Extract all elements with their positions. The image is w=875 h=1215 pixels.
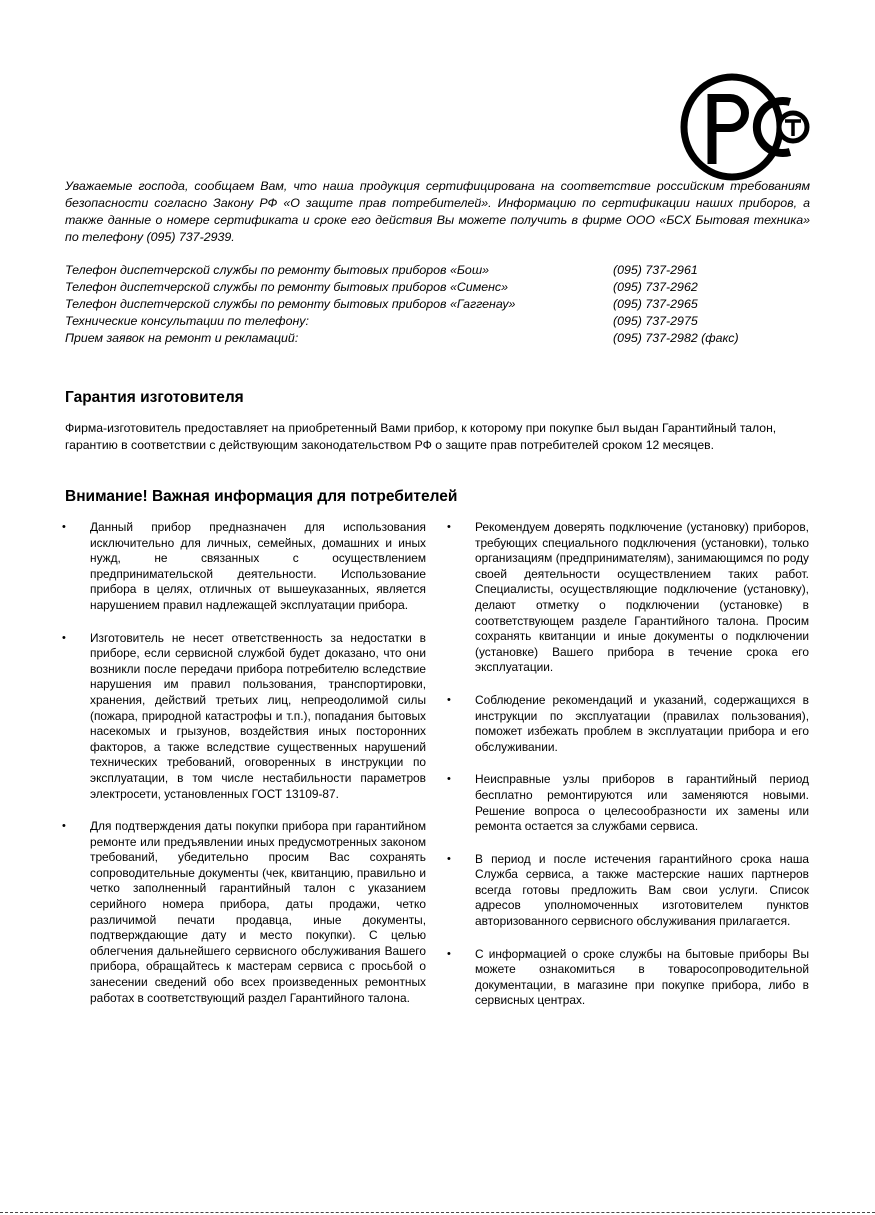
- contact-row-repair-requests: [65, 330, 810, 347]
- list-item-text: Изготовитель не несет ответственность за недостатки в приборе, если сервисной службой будет доказано, что они возникли после передачи прибора потребителю вследствие нарушения им правил пользования, транспортировки, хранения, действий третьих лиц, непреодолимой силы (пожара, природной катастрофы и т.п.), попадания бытовых насекомых и грызунов, воздействия иных посторонних факторов, а также вследствие существенных нарушений технических требований, оговоренных в инструкции по эксплуатации, в том числе нестабильности параметров электросети, установленных ГОСТ 13109-87.: [90, 630, 426, 801]
- rst-certification-mark-icon: [680, 72, 815, 182]
- contact-row-gaggenau: [65, 296, 810, 313]
- contact-label: Прием заявок на ремонт и рекламаций:: [65, 331, 299, 345]
- contacts-list: [65, 262, 810, 347]
- list-item: [447, 947, 809, 1009]
- contact-row-bosch: [65, 262, 810, 279]
- list-item-text: Данный прибор предназначен для использования исключительно для личных, семейных, домашних и иных нужд, не связанных с осуществлением предпринимательской деятельности. Использование прибора в целях, отличных от вышеуказанных, является нарушением правил надлежащей эксплуатации прибора.: [90, 520, 426, 612]
- contact-label: Телефон диспетчерской службы по ремонту бытовых приборов «Бош»: [65, 263, 489, 277]
- contact-phone: (095) 737-2961: [613, 263, 698, 277]
- attention-left-column: [62, 520, 426, 1023]
- bullet-icon: •: [447, 947, 451, 960]
- contact-phone: (095) 737-2962: [613, 280, 698, 294]
- bullet-icon: •: [447, 852, 451, 865]
- list-item-text: Неисправные узлы приборов в гарантийный период бесплатно ремонтируются или заменяются новыми. Решение вопроса о целесообразности их замены или ремонта остается за службами сервиса.: [475, 772, 809, 834]
- rst-logo: [680, 72, 815, 182]
- bullet-icon: •: [62, 820, 66, 833]
- guarantee-paragraph: Фирма-изготовитель предоставляет на приобретенный Вами прибор, к которому при покупке был выдан Гарантийный талон, гарантию в соответствии с действующим законодательством РФ о защите прав потребителей сроком 12 месяцев.: [65, 421, 777, 452]
- contact-phone: (095) 737-2975: [613, 314, 698, 328]
- list-item-text: В период и после истечения гарантийного срока наша Служба сервиса, а также мастерские наших партнеров всегда готовы предложить Вам свои услуги. Список адресов уполномоченных изготовителем пунктов авторизованного сервисного обслуживания прилагается.: [475, 851, 809, 929]
- list-item: [62, 819, 426, 1006]
- contact-row-siemens: [65, 279, 810, 296]
- attention-right-column: [447, 520, 809, 1026]
- page-bottom-divider: [0, 1212, 875, 1214]
- attention-heading: Внимание! Важная информация для потребителей: [65, 488, 458, 505]
- list-item-text: Рекомендуем доверять подключение (установку) приборов, требующих специального подключения (установки), только организациям (предпринимателям), занимающимся по роду своей деятельности осуществлением таких работ. Специалисты, осуществляющие подключение (установку), делают отметку о подключении (установке) в соответствующем разделе Гарантийного талона. Просим сохранять квитанции и иные документы о подключении (установке) Вашего прибора в течение срока его эксплуатации.: [475, 520, 809, 675]
- list-item: [62, 631, 426, 803]
- intro-paragraph: Уважаемые господа, сообщаем Вам, что наша продукция сертифицирована на соответствие российским требованиям безопасности согласно Закону РФ «О защите прав потребителей». Информацию по сертификации наших приборов, а также данные о номере сертификата и сроке его действия Вы можете получить в фирме ООО «БСХ Бытовая техника» по телефону (095) 737-2939.: [65, 179, 810, 244]
- list-item: [447, 520, 809, 676]
- contact-row-tech-consult: [65, 313, 810, 330]
- contact-label: Телефон диспетчерской службы по ремонту бытовых приборов «Сименс»: [65, 280, 508, 294]
- list-item: [447, 693, 809, 755]
- contact-phone: (095) 737-2965: [613, 297, 698, 311]
- bullet-icon: •: [447, 693, 451, 706]
- guarantee-heading: Гарантия изготовителя: [65, 389, 244, 406]
- list-item-text: Соблюдение рекомендаций и указаний, содержащихся в инструкции по эксплуатации (правилах пользования), поможет избежать проблем в эксплуатации прибора и его обслуживании.: [475, 692, 809, 754]
- list-item-text: Для подтверждения даты покупки прибора при гарантийном ремонте или предъявлении иных предусмотренных законом требований, убедительно просим Вас сохранять сопроводительные документы (чек, квитанцию, правильно и четко заполненный гарантийный талон с указанием серийного номера прибора, даты продажи, четко различимой печати продавца, иные документы, подтверждающие дату и место покупки). С целью облегчения дальнейшего сервисного обслуживания Вашего прибора, обращайтесь к мастерам сервиса с просьбой о занесении сведений обо всех произведенных ремонтных работах в соответствующий раздел Гарантийного талона.: [90, 819, 426, 1005]
- list-item-text: С информацией о сроке службы на бытовые приборы Вы можете ознакомиться в товаросопроводительной документации, в магазине при покупке прибора, либо в сервисных центрах.: [475, 946, 809, 1008]
- contact-label: Технические консультации по телефону:: [65, 314, 309, 328]
- bullet-icon: •: [447, 773, 451, 786]
- list-item: [447, 772, 809, 834]
- list-item: [62, 520, 426, 614]
- list-item: [447, 852, 809, 930]
- contact-label: Телефон диспетчерской службы по ремонту бытовых приборов «Гаггенау»: [65, 297, 516, 311]
- bullet-icon: •: [62, 521, 66, 533]
- bullet-icon: •: [447, 521, 451, 533]
- contact-phone: (095) 737-2982 (факс): [613, 331, 739, 345]
- bullet-icon: •: [62, 631, 66, 644]
